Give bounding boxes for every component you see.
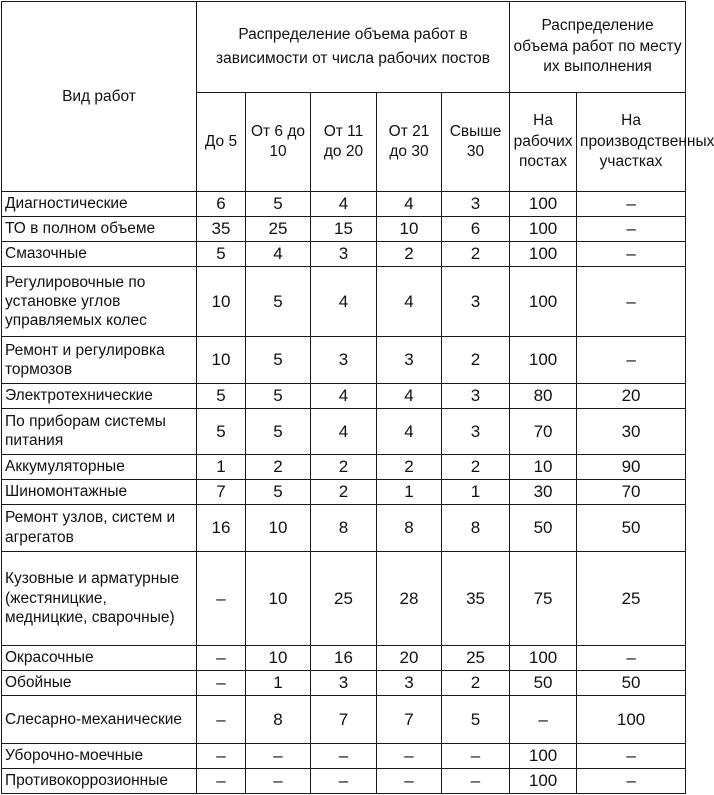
place-value-cell: 100 [510,337,577,383]
posts-value-cell: 2 [377,241,442,266]
place-value-cell: – [577,769,686,794]
header-place-col: На производственных участках [577,93,686,192]
posts-value-cell: 2 [246,454,311,479]
place-value-cell: 100 [577,695,686,743]
place-value-cell: – [577,216,686,241]
posts-value-cell: 2 [442,454,510,479]
header-posts-col: От 11 до 20 [311,93,377,192]
table-row [2,216,686,241]
table-row [2,408,686,454]
table-header [2,2,714,192]
posts-value-cell: – [442,744,510,769]
table-row [2,192,686,217]
posts-value-cell: 3 [442,266,510,337]
posts-value-cell: 3 [442,383,510,408]
work-type-cell: Диагностические [2,192,197,217]
table-row [2,383,686,408]
place-value-cell: – [577,744,686,769]
posts-value-cell: 20 [377,646,442,671]
posts-value-cell: 1 [442,479,510,504]
work-type-cell: Регулировочные по установке углов управляемых колес [2,266,197,337]
place-value-cell: 30 [577,408,686,454]
posts-value-cell: 1 [246,671,311,696]
header-posts-col: До 5 [197,93,246,192]
posts-value-cell: 7 [311,695,377,743]
posts-value-cell: 4 [311,266,377,337]
posts-value-cell: 3 [311,337,377,383]
table-row [2,671,686,696]
header-posts-group: Распределение объема работ в зависимости от числа рабочих постов [197,2,510,93]
posts-value-cell: 6 [197,192,246,217]
posts-value-cell: 5 [246,192,311,217]
posts-value-cell: – [197,744,246,769]
posts-value-cell: 5 [197,383,246,408]
work-type-cell: Шиномонтажные [2,479,197,504]
posts-value-cell: 10 [246,551,311,645]
place-value-cell: 100 [510,241,577,266]
posts-value-cell: 10 [197,266,246,337]
posts-value-cell: – [311,744,377,769]
work-type-cell: ТО в полном объеме [2,216,197,241]
table-row [2,337,686,383]
posts-value-cell: 8 [246,695,311,743]
posts-value-cell: 1 [377,479,442,504]
table-row [2,695,686,743]
posts-value-cell: 5 [442,695,510,743]
place-value-cell: – [577,241,686,266]
work-type-cell: Аккумуляторные [2,454,197,479]
posts-value-cell: 25 [246,216,311,241]
posts-value-cell: 10 [197,337,246,383]
posts-value-cell: 28 [377,551,442,645]
posts-value-cell: 16 [311,646,377,671]
place-value-cell: 100 [510,192,577,217]
header-work-type: Вид работ [2,2,197,192]
table-row [2,454,686,479]
posts-value-cell: 5 [197,408,246,454]
posts-value-cell: – [442,769,510,794]
place-value-cell: 30 [510,479,577,504]
posts-value-cell: 4 [377,192,442,217]
posts-value-cell: 16 [197,504,246,551]
header-posts-col: Свыше 30 [442,93,510,192]
work-type-cell: По приборам системы питания [2,408,197,454]
place-value-cell: – [577,266,686,337]
posts-value-cell: 2 [377,454,442,479]
place-value-cell: 50 [510,504,577,551]
header-place-group: Распределение объема работ по месту их выполнения [510,2,686,93]
posts-value-cell: – [377,769,442,794]
posts-value-cell: – [197,551,246,645]
place-value-cell: – [510,695,577,743]
work-distribution-table [1,1,714,794]
posts-value-cell: 2 [311,479,377,504]
posts-value-cell: 6 [442,216,510,241]
posts-value-cell: 2 [442,671,510,696]
header-posts-col: От 6 до 10 [246,93,311,192]
posts-value-cell: 35 [442,551,510,645]
posts-value-cell: – [197,695,246,743]
posts-value-cell: 1 [197,454,246,479]
posts-value-cell: – [377,744,442,769]
work-type-cell: Уборочно-моечные [2,744,197,769]
posts-value-cell: 2 [311,454,377,479]
place-value-cell: 100 [510,769,577,794]
work-type-cell: Ремонт узлов, систем и агрегатов [2,504,197,551]
table-row [2,769,686,794]
posts-value-cell: 5 [197,241,246,266]
place-value-cell: 100 [510,646,577,671]
place-value-cell: 70 [510,408,577,454]
posts-value-cell: 3 [442,408,510,454]
place-value-cell: 100 [510,216,577,241]
place-value-cell: 100 [510,744,577,769]
work-type-cell: Электротехнические [2,383,197,408]
place-value-cell: 90 [577,454,686,479]
table-body [2,192,686,794]
place-value-cell: 20 [577,383,686,408]
posts-value-cell: 4 [311,192,377,217]
posts-value-cell: 4 [246,241,311,266]
table-row [2,479,686,504]
posts-value-cell: – [197,671,246,696]
place-value-cell: 50 [577,504,686,551]
place-value-cell: 75 [510,551,577,645]
table-row [2,266,686,337]
work-type-cell: Слесарно-механические [2,695,197,743]
work-type-cell: Ремонт и регулировка тормозов [2,337,197,383]
posts-value-cell: 5 [246,479,311,504]
posts-value-cell: – [311,769,377,794]
posts-value-cell: 4 [311,408,377,454]
table-row [2,504,686,551]
posts-value-cell: – [246,744,311,769]
posts-value-cell: 4 [377,266,442,337]
work-type-cell: Смазочные [2,241,197,266]
posts-value-cell: 3 [442,192,510,217]
posts-value-cell: 5 [246,408,311,454]
work-type-cell: Обойные [2,671,197,696]
work-type-cell: Окрасочные [2,646,197,671]
posts-value-cell: 3 [377,671,442,696]
posts-value-cell: 7 [377,695,442,743]
table-row [2,744,686,769]
posts-value-cell: 3 [311,241,377,266]
table-row [2,646,686,671]
posts-value-cell: 2 [442,241,510,266]
posts-value-cell: 2 [442,337,510,383]
posts-value-cell: – [197,646,246,671]
posts-value-cell: 10 [246,504,311,551]
place-value-cell: – [577,337,686,383]
posts-value-cell: 7 [197,479,246,504]
place-value-cell: 50 [510,671,577,696]
posts-value-cell: 5 [246,383,311,408]
place-value-cell: 70 [577,479,686,504]
place-value-cell: 50 [577,671,686,696]
posts-value-cell: 10 [246,646,311,671]
work-type-cell: Кузовные и арматурные (жестяницкие, медницкие, сварочные) [2,551,197,645]
posts-value-cell: – [197,769,246,794]
table-row [2,241,686,266]
place-value-cell: – [577,192,686,217]
header-place-col: На рабочих постах [510,93,577,192]
place-value-cell: – [577,646,686,671]
posts-value-cell: 10 [377,216,442,241]
place-value-cell: 80 [510,383,577,408]
posts-value-cell: 3 [311,671,377,696]
posts-value-cell: 35 [197,216,246,241]
work-type-cell: Противокоррозионные [2,769,197,794]
posts-value-cell: 4 [377,408,442,454]
table-row [2,551,686,645]
posts-value-cell: 5 [246,266,311,337]
posts-value-cell: 3 [377,337,442,383]
posts-value-cell: 4 [311,383,377,408]
posts-value-cell: 25 [311,551,377,645]
header-posts-col: От 21 до 30 [377,93,442,192]
place-value-cell: 25 [577,551,686,645]
place-value-cell: 100 [510,266,577,337]
posts-value-cell: 15 [311,216,377,241]
posts-value-cell: – [246,769,311,794]
posts-value-cell: 8 [442,504,510,551]
posts-value-cell: 8 [311,504,377,551]
place-value-cell: 10 [510,454,577,479]
posts-value-cell: 8 [377,504,442,551]
posts-value-cell: 4 [377,383,442,408]
posts-value-cell: 25 [442,646,510,671]
posts-value-cell: 5 [246,337,311,383]
